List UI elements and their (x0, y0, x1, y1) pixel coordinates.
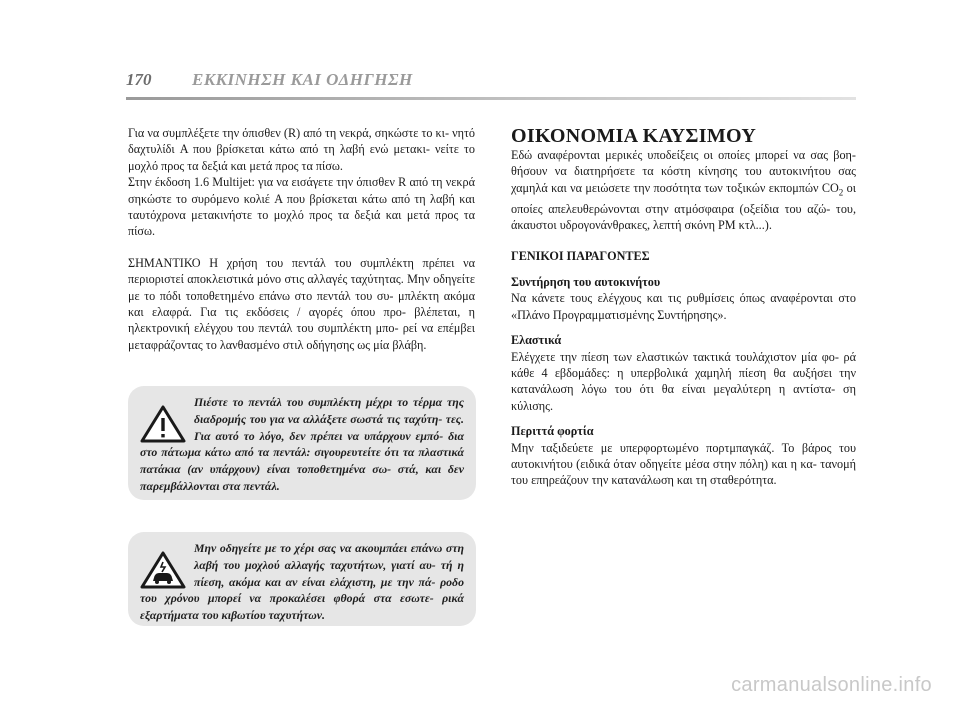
co2-subscript: 2 (838, 187, 844, 198)
tyres-heading: Ελαστικά (511, 333, 562, 348)
fuel-economy-intro (511, 147, 856, 233)
page-number: 170 (126, 70, 152, 89)
general-factors-heading: ΓΕΝΙΚΟΙ ΠΑΡΑΓΟΝΤΕΣ (511, 249, 650, 264)
warning-box-clutch-pedal (128, 386, 476, 500)
watermark: carmanualsonline.info (731, 674, 932, 696)
important-paragraph: ΣΗΜΑΝΤΙΚΟ Η χρήση του πεντάλ του συμπλέκτη πρέπει να περιοριστεί αποκλειστικά μόνο στις αλλαγές ταχύτητας. Μην οδηγείτε με το πόδι τοποθετημένο επάνω στο πεντάλ του συ- μπλέκτη ακόμα και ελαφρά. Για τις εκδόσεις / αγορές όπου προ- βλέπεται, η ηλεκτρονική ελέγχου του πεντάλ του συμπλέκτη μπο- ρεί να επέμβει μεταφράζοντας το λανθασμένο στιλ οδήγησης ως μία βλάβη. (128, 255, 475, 352)
warning-text-gear-lever: Μην οδηγείτε με το χέρι σας να ακουμπάει επάνω στη λαβή του μοχλού αλλαγής ταχυτήτων, γιατί αυ- τή η πίεση, ακόμα και αν είναι ελάχιστη, με την πά- ροδο του χρόνου μπορεί να προκαλέσει φθορά στα εσωτε- ρικά εξαρτήματα του κιβωτίου ταχυτήτων. (140, 541, 464, 623)
warning-box-gear-lever (128, 532, 476, 626)
multijet-paragraph: Στην έκδοση 1.6 Multijet: για να εισάγετε την όπισθεν R από τη νεκρά σηκώστε το συρόμενο κολιέ A που βρίσκεται κάτω από τη λαβή και ταυτόχρονα μετακινήστε το μοχλό προς τα δεξιά και μετά προς τα πίσω. (128, 175, 475, 239)
header-rule (126, 97, 856, 100)
unnecessary-loads-heading: Περιττά φορτία (511, 424, 594, 439)
fuel-economy-title: ΟΙΚΟΝΟΜΙΑ ΚΑΥΣΙΜΟΥ (511, 125, 757, 147)
left-column (128, 125, 475, 353)
unnecessary-loads-text: Μην ταξιδεύετε με υπερφορτωμένο πορτμπαγκάζ. Το βάρος του αυτοκινήτου (ειδικά όταν οδηγείτε μέσα στην πόλη) και η κα- τανομή του επηρεάζουν την κατανάλωση και τη σταθερότητα. (511, 440, 856, 488)
page-header (126, 70, 856, 100)
section-title: ΕΚΚΙΝΗΣΗ ΚΑΙ ΟΔΗΓΗΣΗ (192, 70, 413, 89)
reverse-gear-paragraph: Για να συμπλέξετε την όπισθεν (R) από τη νεκρά, σηκώστε το κι- νητό δαχτυλίδι A που βρίσκεται κάτω από τη λαβή ενώ μετακι- νείτε το μοχλό προς τα δεξιά και μετά προς τα πίσω. (128, 126, 475, 173)
tyres-text: Ελέγχετε την πίεση των ελαστικών τακτικά τουλάχιστον μία φο- ρά κάθε 4 εβδομάδες: η υπερβολικά χαμηλή πίεση θα αυξήσει την κατανάλωση λόγω του ότι θα είναι μεγαλύτερη η αντίστα- ση κύλισης. (511, 349, 856, 413)
intro-text-start: Εδώ αναφέρονται μερικές υποδείξεις οι οποίες μπορεί να σας βοη- θήσουν να διατηρήσετε τα κόστη κίνησης του αυτοκινήτου σας χαμηλά και να μειώσετε την ποσότητα των τοξικών εκπομπών CO (511, 148, 856, 195)
intro-text-end: οι οποίες απελευθερώνονται στην ατμόσφαιρα (οξείδια του αζώ- του, άκαυστοι υδρογονάνθρακες, λεπτή σκόνη PM κτλ...). (511, 180, 856, 233)
warning-text-clutch-pedal: Πιέστε το πεντάλ του συμπλέκτη μέχρι το τέρμα της διαδρομής του για να αλλάξετε σωστά τις ταχύτη- τες. Για αυτό το λόγο, δεν πρέπει να υπάρχουν εμπό- δια στο πάτωμα κάτω από τα πεντάλ: σιγουρευτείτε ότι τα πλαστικά πατάκια (αν υπάρχουν) είναι τοποθετημένα σω- στά, και δεν παρεμβάλλονται στα πεντάλ. (140, 395, 464, 493)
right-column (511, 125, 856, 489)
maintenance-heading: Συντήρηση του αυτοκινήτου (511, 274, 661, 289)
warning-triangle-icon (140, 404, 186, 444)
maintenance-text: Να κάνετε τους ελέγχους και τις ρυθμίσεις όπως αναφέρονται στο «Πλάνο Προγραμματισμένης Συντήρησης». (511, 291, 856, 322)
car-damage-warning-icon (140, 550, 186, 590)
